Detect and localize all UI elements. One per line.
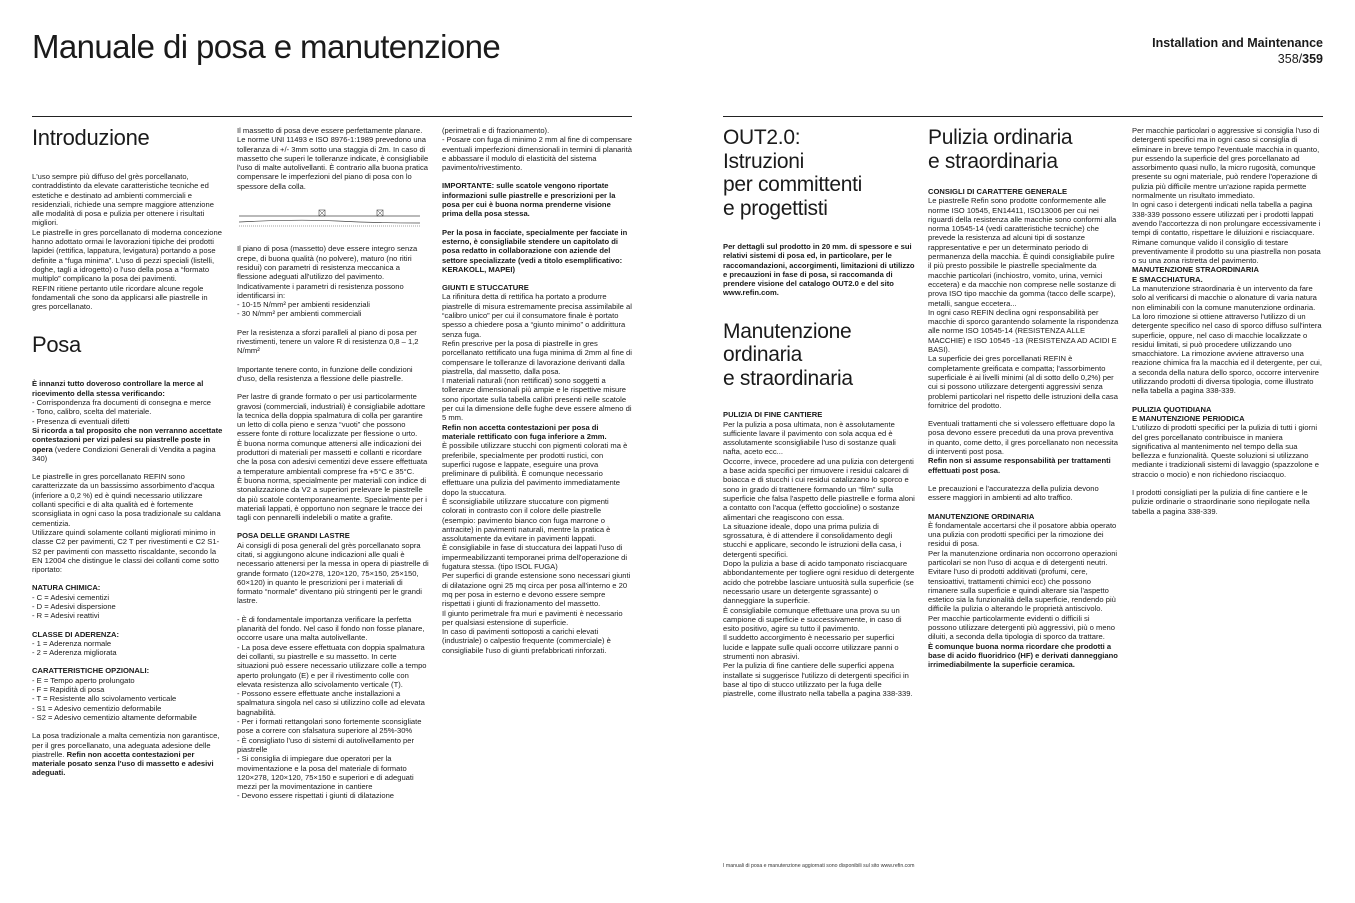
- page-number: [1152, 51, 1323, 67]
- posa-final-text: [32, 731, 224, 777]
- giunti-intro: (perimetrali e di frazionamento). - Posare con fuga di minimo 2 mm al fine di compensare eventuali imperfezioni dimensionali in termini di planarità e abbassare il modulo di elasticità del sistema pavimento/rivestimento.: [442, 126, 632, 173]
- aderenza-heading: CLASSE DI ADERENZA:: [32, 629, 120, 639]
- posa-check-intro: È innanzi tutto doveroso controllare la merce al ricevimento della stessa verificando:: [32, 379, 204, 398]
- posa-warning-bold: Si ricorda a tal proposito che non verranno accettate contestazioni per vizi palesi su piastrelle poste in opera: [32, 425, 223, 454]
- massetto-text: Il massetto di posa deve essere perfettamente planare. Le norme UNI 11493 e ISO 8976-1:1989 prevedono una tolleranza di +/- 3mm sotto una staggia di 2m. In caso di massetto che superi le tolleranze indicate, è consigliabile l'uso di malte autolivellanti. È contrario alla buona pratica compensare le imperfezioni del piano di posa con lo spessore della colla.: [237, 126, 429, 191]
- traffico-text: Le precauzioni e l'accuratezza della pulizia devono essere maggiori in ambienti ad alto traffico.: [928, 483, 1099, 503]
- grandi-lastre-list: - È di fondamentale importanza verificare la perfetta planarità del fondo. Nel caso il fondo non fosse planare, occorre usare una malta autolivellante. - La posa deve essere effettuata con doppia spalmatura dei collanti, su piastrelle e su massetto. In certe situazioni può essere necessario utilizzare colle a tempo aperto prolungato (E) e per il rivestimento colle con elevata resistenza allo scivolamento verticale (T). - Possono essere effettuate anche installazioni a spalmatura singola nel caso si utilizzino colle ad elevata bagnabilità. - Per i formati rettangolari sono fortemente sconsigliate pose a correre con sfalsatura superiore al 25%-30% - È consigliato l'uso di sistemi di autolivellamento per piastrelle - Si consiglia di impiegare due operatori per la movimentazione e la posa del materiale di formato 120×278, 120×120, 75×150 e superiori e di adeguati mezzi per la movimentazione in cantiere - Devono essere rispettati i giunti di dilatazione: [237, 614, 427, 801]
- column-2: [237, 126, 429, 810]
- consigli-text: Le piastrelle Refin sono prodotte conformemente alle norme ISO 10545, EN14411, ISO13006 per cui nei riguardi della resistenza alle macchie sono conformi alla norma 10545-14 (vedi caratteristiche tecniche) che prevede la resistenza ad alcuni tipi di sostanze rappresentative e per un determinato periodo di permanenza della macchia. È quindi consigliabile pulire il più presto possibile le piastrelle specialmente da macchie particolari (inchiostro, vomito, urina, vernici eccetera) e da macchie non comprese nelle sostanze di prova ISO tipo macchie da gomma (tacco delle scarpe), metalli, sangue eccetera... In ogni caso REFIN declina ogni responsabilità per macchie di sporco garantendo solamente la rispondenza alle norme ISO 10545-14 (RESISTENZA ALLE MACCHIE) e ISO 10545 -13 (RESISTENZA AD ACIDI E BASI). La superficie dei gres porcellanati REFIN è completamente greificata e compatta; l'assorbimento superficiale è ai livelli minimi (al di sotto dello 0,2%) per cui si possono utilizzare detergenti aggressivi senza problemi particolari nel rispetto delle istruzioni della casa fornitrice del prodotto.: [928, 196, 1119, 410]
- flessione-text: Importante tenere conto, in funzione delle condizioni d'uso, della resistenza a flessione delle piastrelle.: [237, 364, 413, 383]
- straordinaria-heading: MANUTENZIONE STRAORDINARIA E SMACCHIATURA.: [1132, 265, 1259, 284]
- giunti-text: La rifinitura detta di rettifica ha portato a produrre piastrelle di misura estremamente precisa assimilabile al “calibro unico” per cui il consumatore finale è portato spesso a chiedere posa a “giunto minimo” o addirittura senza fuga. Refin prescrive per la posa di piastrelle in gres porcellanato rettificato una fuga minima di 2mm al fine di compensare le tolleranze di lavorazione derivanti dalla piastrella, dal massetto, dalla posa. I materiali naturali (non rettificati) sono soggetti a tolleranze dimensionali più ampie e le rispettive misure sono riportate sulla tabella calibri presenti nelle scatole per cui la dimensione delle fughe deve essere almeno di 5 mm.: [442, 292, 632, 423]
- trattamenti-text: Eventuali trattamenti che si volessero effettuare dopo la posa devono essere preceduti da una prova preventiva in quanto, come detto, il gres porcellanato non necessita di interventi post posa.: [928, 419, 1118, 457]
- page-current: 358: [1277, 52, 1299, 66]
- heading-out20: OUT2.0: Istruzioni per committenti e progettisti: [723, 126, 863, 220]
- divider-left: [32, 116, 632, 117]
- posa-final-bold: Refin non accetta contestazioni per materiale posato senza l'uso di massetto e adesivi adeguati.: [32, 749, 214, 778]
- column-4: [723, 126, 915, 707]
- grandi-lastre-heading: POSA DELLE GRANDI LASTRE: [237, 531, 350, 541]
- page-title: Manuale di posa e manutenzione: [32, 28, 501, 65]
- posa-adhesives-text: Le piastrelle in gres porcellanato REFIN sono caratterizzate da un bassissimo assorbimento d'acqua (inferiore a 0,2 %) ed è quindi necessario utilizzare collanti specifici e di alta qualità ed è fortemente sconsigliata in ogni caso la posa tradizionale su caldana cementizia. Utilizzare quindi solamente collanti migliorati minimo in classe C2 per pavimenti, C2 T per rivestimenti e C2 S1-S2 per pavimenti con massetto riscaldante, secondo la EN 12004 che distingue le classi dei collanti come sotto riportato:: [32, 472, 221, 575]
- posa-final-plain: La posa tradizionale a malta cementizia non garantisce, per il gres porcellanato, una adeguata adesione delle piastrelle.: [32, 731, 220, 759]
- aderenza-list: - 1 = Aderenza normale - 2 = Aderenza migliorata: [32, 638, 117, 658]
- resistenza-text: Per la resistenza a sforzi paralleli al piano di posa per rivestimenti, tenere un valore R di resistenza 0,8 – 1,2 N/mm²: [237, 327, 419, 356]
- trattamenti-warning: Refin non si assume responsabilità per trattamenti effettuati post posa.: [928, 456, 1111, 475]
- opzionali-list: - E = Tempo aperto prolungato - F = Rapidità di posa - T = Resistente allo scivolamento verticale - S1 = Adesivo cementizio deformabile - S2 = Adesivo cementizio altamente deformabile: [32, 675, 197, 722]
- fine-cantiere-text: Per la pulizia a posa ultimata, non è assolutamente sufficiente lavare il pavimento con sola acqua ed è assolutamente sconsigliabile l'uso di sostanze quali nafta, aceto ecc... Occorre, invece, procedere ad una pulizia con detergenti a base acida specifici per rimuovere i residui calcarei di boiacca e di stucchi i cui residui catalizzano lo sporco e sono in grado di trattenere formando un “film” sulla superficie che falsa l'aspetto delle piastrelle e forma aloni a contatto con l'acqua (effetto goccioline) o sostanze alimentari che reagiscono con essa. La situazione ideale, dopo una prima pulizia di sgrossatura, è di attendere il consolidamento degli stucchi e applicare, secondo le istruzioni della casa, i detergenti specifici. Dopo la pulizia a base di acido tamponato risciacquare abbondantemente per togliere ogni residuo di detergente acido che potrebbe lasciare untuosità sulla superficie (se necessario usare un detergente sgrassante) o danneggiare la superficie. È consigliabile comunque effettuare una prova su un campione di superficie e successivamente, in caso di esito positivo, agire su tutto il pavimento. Il suddetto accorgimento è necessario per superfici lucide e lappate sulle quali occorre utilizzare panni o strumenti non abrasivi. Per la pulizia di fine cantiere delle superfici appena installate si suggerisce l'utilizzo di detergenti specifici in base al tipo di stucco utilizzato per la fuga delle piastrelle, come illustrato nella tabella a pagina 338-339.: [723, 419, 915, 699]
- heading-posa: Posa: [32, 332, 81, 358]
- intro-text: L'uso sempre più diffuso del grès porcellanato, contraddistinto da elevate caratteristiche tecniche ed estetiche e destinato ad ambienti commerciali e residenziali, richiede una sempre maggiore attenzione alle modalità di posa e pulizia per ottenere i risultati migliori. Le piastrelle in gres porcellanato di moderna concezione hanno adottato ormai le lavorazioni tipiche dei prodotti lapidei (rettifica, lappatura, levigatura) portando a pose definite a “fuga minima”. L'uso di pezzi speciali (listelli, doghe, tagli a idrogetto) o l'uso della posa a “formato multiplo” complicano la posa dei pavimenti. REFIN ritiene pertanto utile ricordare alcune regole fondamentali che sono da applicarsi alle piastrelle in gres porcellanato.: [32, 172, 222, 312]
- importante-note: IMPORTANTE: sulle scatole vengono riportate informazioni sulle piastrelle e prescrizioni per la posa per cui è buona norma prenderne visione prima della posa stessa.: [442, 181, 616, 219]
- footer-note: I manuali di posa e manutenzione aggiornati sono disponibili sul sito www.refin.com: [723, 863, 915, 869]
- macchie-text: Per macchie particolari o aggressive si consiglia l'uso di detergenti specifici ma in ogni caso si consiglia di eliminare in breve tempo l'eventuale macchia in quanto, pur essendo la superficie del gres porcellanato ad assorbimento quasi nullo, la micro rugosità, comunque presente su ogni materiale, può rendere l'operazione di pulizia più difficile mentre un'azione rapida permette normalmente un risultato immediato. In ogni caso i detergenti indicati nella tabella a pagina 338-339 possono essere utilizzati per i prodotti lappati avendo l'accortezza di non prolungare eccessivamente i tempi di contatto, rispettare le diluizioni e risciacquare. Rimane comunque valido il consiglio di testare preventivamente il prodotto su una piastrella non posata o su una zona ristretta del pavimento.: [1132, 126, 1321, 266]
- fine-cantiere-heading: PULIZIA DI FINE CANTIERE: [723, 410, 823, 420]
- stuccature-text: È possibile utilizzare stucchi con pigmenti colorati ma è preferibile, specialmente per prodotti rustici, con superfici rugose e lappate, eseguire una prova preliminare di pulibilità. È comunque necessario effettuare una pulizia del pavimento immediatamente dopo la stuccatura. È sconsigliabile utilizzare stuccature con pigmenti colorati in contrasto con il colore delle piastrelle (esempio: pavimento bianco con fuga marrone o antracite) in pavimenti naturali, mentre la pratica è assolutamente da evitare in pavimenti lappati. È consigliabile in fase di stuccatura dei lappati l'uso di impermeabilizzanti temporanei prima dell'operazione di fugatura stessa. (tipo ISOL FUGA) Per superfici di grande estensione sono necessari giunti di dilatazione ogni 25 mq circa per posa all'interno e 20 mq per posa in esterno e devono essere sempre rispettati i giunti di frazionamento del massetto. Il giunto perimetrale fra muri e pavimenti è necessario per qualsiasi estensione di superficie. In caso di pavimenti sottoposti a carichi elevati (industriale) o calpestio frequente (commerciale) è consigliabile l'uso di giunti prefabbricati rinforzati.: [442, 441, 631, 655]
- straordinaria-text: La manutenzione straordinaria è un intervento da fare solo al verificarsi di macchie o alonature di varia natura non eliminabili con la comune manutenzione ordinaria. La loro rimozione si ottiene attraverso l'utilizzo di un detergente specifico nel caso di sporco diffuso sull'intera superficie, oppure, nel caso di macchie localizzate o residui limitati, si può procedere utilizzando uno smacchiatore. La rimozione avviene attraverso una reazione chimica fra la macchia ed il detergente, per cui, a seconda della natura dello sporco, occorre intervenire utilizzando prodotti di diversa tipologia, come illustrato nella tabella a pagina 338-339.: [1132, 284, 1322, 396]
- out20-note: Per dettagli sul prodotto in 20 mm. di spessore e sui relativi sistemi di posa ed, in particolare, per le raccomandazioni, accorgimenti, limitazioni di utilizzo e precauzioni in fase di posa, si raccomanda di prendere visione del catalogo OUT2.0 e del sito www.refin.com.: [723, 242, 915, 298]
- natura-heading: NATURA CHIMICA:: [32, 583, 101, 593]
- heading-introduzione: Introduzione: [32, 125, 150, 150]
- grandi-lastre-text: Ai consigli di posa generali del grès porcellanato sopra citati, si aggiungono alcune indicazioni alle quali è necessario attenersi per la messa in opera di piastrelle di grande formato (120×278, 120×120, 75×150, 25×150, 60×120) in quanto le prescrizioni per i materiali di formato “normale” diventano più stringenti per le grandi lastre.: [237, 540, 429, 606]
- opzionali-heading: CARATTERISTICHE OPZIONALI:: [32, 666, 150, 676]
- posa-warning: [32, 426, 224, 463]
- page-total: 359: [1302, 52, 1323, 66]
- column-1: [32, 126, 224, 787]
- divider-right: [723, 116, 1323, 117]
- natura-list: - C = Adesivi cementizi - D = Adesivi dispersione - R = Adesivi reattivi: [32, 592, 116, 621]
- header-right: [1152, 35, 1323, 67]
- heading-manutenzione: Manutenzione ordinaria e straordinaria: [723, 319, 853, 390]
- posa-check-list: - Corrispondenza fra documenti di consegna e merce - Tono, calibro, scelta del materiale. - Presenza di eventuali difetti: [32, 398, 211, 426]
- facciate-note: Per la posa in facciate, specialmente per facciate in esterno, è consigliabile stendere un capitolato di posa redatto in collaborazione con aziende del settore specializzate (vedi a titolo esemplificativo: KERAKOLL, MAPEI): [442, 227, 628, 274]
- ordinaria-heading: MANUTENZIONE ORDINARIA: [928, 511, 1035, 521]
- prodotti-consigliati-text: I prodotti consigliati per la pulizia di fine cantiere e le pulizie ordinarie o straordinarie sono riepilogate nella tabella a pagina 338-339.: [1132, 487, 1310, 516]
- doppia-spalmatura-text: Per lastre di grande formato o per usi particolarmente gravosi (commerciali, industriali) è consigliabile adottare la tecnica della doppia spalmatura di colla per garantire un letto di colla pieno e senza “vuoti” che possono essere fonte di rotture localizzate per flessione o urto. È buona norma comunque attenersi alle indicazioni dei produttori di materiali per massetti e collanti e ricordare che la posa con adesivi cementizi deve essere effettuata a temperature ambientali comprese fra +5°C e 35°C. È buona norma, specialmente per materiali con indice di stonalizzazione da V2 a superiori prelevare le piastrelle da più scatole contemporaneamente. Specialmente per i materiali lappati, è opportuno non segnare le tracce dei tagli con pennarelli indelebili o matite a grafite.: [237, 392, 428, 523]
- quotidiana-text: L'utilizzo di prodotti specifici per la pulizia di tutti i giorni del gres porcellanato contribuisce in maniera significativa al mantenimento nel tempo della sua bellezza e funzionalità. Queste soluzioni si utilizzano mediante i tradizionali sistemi di lavaggio (spazzolone e straccio o mocio) e non richiedono risciacquo.: [1132, 423, 1319, 479]
- giunti-heading: GIUNTI E STUCCATURE: [442, 283, 529, 293]
- giunti-warning: Refin non accetta contestazioni per posa di materiale rettificato con fuga inferiore a 2mm.: [442, 422, 607, 441]
- heading-pulizia: Pulizia ordinaria e straordinaria: [928, 126, 1073, 173]
- screed-level-diagram: [237, 204, 422, 230]
- posa-warning-ref: (vedere Condizioni Generali di Vendita a pagina 340): [32, 444, 216, 463]
- ordinaria-warning: È comunque buona norma ricordare che prodotti a base di acido fluoridrico (HF) e derivati danneggiano irrimediabilmente la superficie ceramica.: [928, 641, 1118, 670]
- consigli-heading: CONSIGLI DI CARATTERE GENERALE: [928, 187, 1068, 196]
- quotidiana-heading: PULIZIA QUOTIDIANA E MANUTENZIONE PERIODICA: [1132, 404, 1245, 423]
- column-3: [442, 126, 632, 664]
- massetto-requirements: Il piano di posa (massetto) deve essere integro senza crepe, di buona qualità (no polvere), maturo (no ritiri residui) con parametri di resistenza meccanica a flessione adeguati all'utilizzo del pavimento. Indicativamente i parametri di resistenza possono identificarsi in: - 10-15 N/mm² per ambienti residenziali - 30 N/mm² per ambienti commerciali: [237, 244, 418, 319]
- column-6: [1132, 126, 1324, 525]
- column-5: [928, 126, 1120, 679]
- page-separator: /: [1298, 52, 1303, 66]
- ordinaria-text: È fondamentale accertarsi che il posatore abbia operato una pulizia con prodotti specifici per la rimozione dei residui di posa. Per la manutenzione ordinaria non occorrono operazioni particolari se non l'uso di acqua e di detergenti neutri. Evitare l'uso di prodotti additivati (profumi, cere, tensioattivi, trattamenti chimici ecc) che possono rimanere sulla superficie e quindi alterare sia l'aspetto estetico sia la funzionalità della superficie, rendendo più difficile la pulizia o alterando le proprietà antiscivolo. Per macchie particolarmente evidenti o difficili si possono utilizzare detergenti più aggressivi, più o meno diluiti, a seconda della tipologia di sporco da trattare.: [928, 520, 1118, 642]
- document-subtitle: Installation and Maintenance: [1152, 36, 1323, 50]
